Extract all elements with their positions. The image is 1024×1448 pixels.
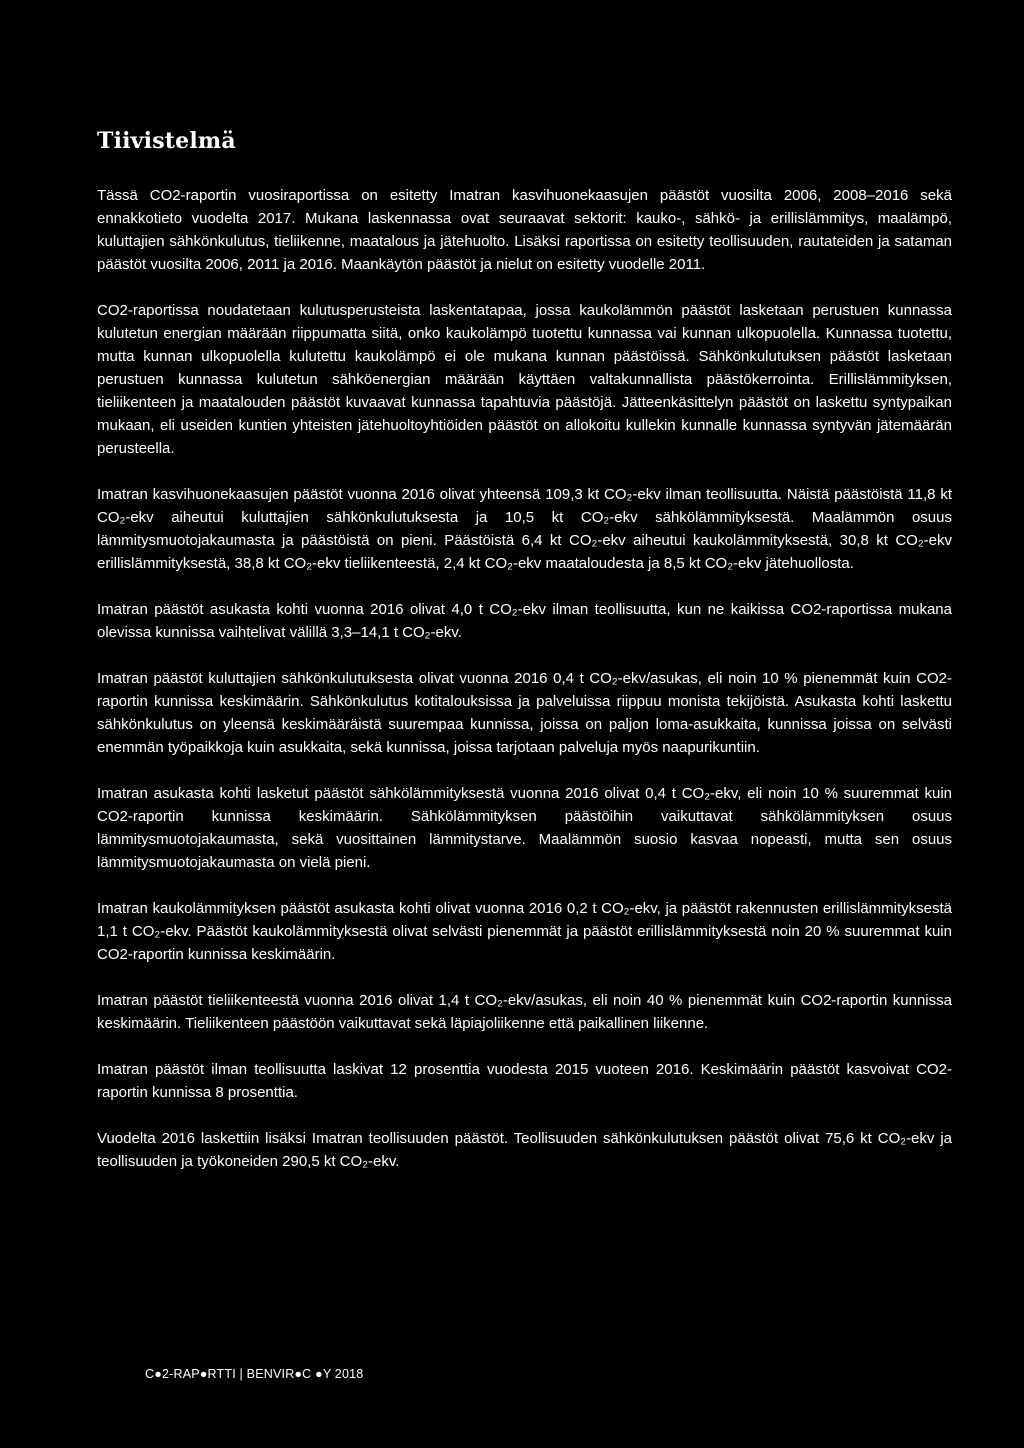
paragraph-trend: Imatran päästöt ilman teollisuutta laskivat 12 prosenttia vuodesta 2015 vuoteen 2016. Keskimäärin päästöt kasvoivat CO2-raportin kunnissa 8 prosenttia. bbox=[97, 1061, 952, 1101]
paragraph-per-capita: Imatran päästöt asukasta kohti vuonna 2016 olivat 4,0 t CO₂-ekv ilman teollisuutta, kun ne kaikissa CO2-raportissa mukana olevissa kunnissa vaihtelivat välillä 3,3–14,1 t CO₂-ekv. bbox=[97, 601, 952, 641]
paragraph-industry: Vuodelta 2016 laskettiin lisäksi Imatran teollisuuden päästöt. Teollisuuden sähkönkulutuksen päästöt olivat 75,6 kt CO₂-ekv ja teollisuuden ja työkoneiden 290,5 kt CO₂-ekv. bbox=[97, 1130, 952, 1170]
paragraph-electricity: Imatran päästöt kuluttajien sähkönkulutuksesta olivat vuonna 2016 0,4 t CO₂-ekv/asukas, eli noin 10 % pienemmät kuin CO2-raportin kunnissa keskimäärin. Sähkönkulutus kotitalouksissa ja palveluissa riippuu monista tekijöistä. Asukasta kohti laskettu sähkönkulutus on yleensä keskimääräistä suurempaa kunnissa, joissa on paljon loma-asukkaita, kunnissa joissa on selvästi enemmän työpaikkoja kuin asukkaita, sekä kunnissa, joissa tarjotaan palveluja myös naapurikuntiin. bbox=[97, 670, 952, 756]
page-title: Tiivistelmä bbox=[97, 128, 236, 154]
paragraph-intro: Tässä CO2-raportin vuosiraportissa on esitetty Imatran kasvihuonekaasujen päästöt vuosilta 2006, 2008–2016 sekä ennakkotieto vuodelta 2017. Mukana laskennassa ovat seuraavat sektorit: kauko-, sähkö- ja erillislämmitys, maalämpö, kuluttajien sähkönkulutus, tieliikenne, maatalous ja jätehuolto. Lisäksi raportissa on esitetty teollisuuden, rautateiden ja sataman päästöt vuosilta 2006, 2011 ja 2016. Maankäytön päästöt ja nielut on esitetty vuodelle 2011. bbox=[97, 187, 952, 273]
summary-body bbox=[97, 184, 952, 1196]
paragraph-method: CO2-raportissa noudatetaan kulutusperusteista laskentatapaa, jossa kaukolämmön päästöt lasketaan perustuen kunnassa kulutetun energian määrään riippumatta siitä, onko kaukolämpö tuotettu kunnassa vai kunnan ulkopuolella. Kunnassa tuotettu, mutta kunnan ulkopuolella kulutettu kaukolämpö ei ole mukana kunnan päästöissä. Sähkönkulutuksen päästöt lasketaan perustuen kunnassa kulutetun sähköenergian määrään käyttäen valtakunnallista päästökerrointa. Erillislämmityksen, tieliikenteen ja maatalouden päästöt kuvaavat kunnassa tapahtuvia päästöjä. Jätteenkäsittelyn päästöt on laskettu syntypaikan mukaan, eli useiden kuntien yhteisten jätehuoltoyhtiöiden päästöt on allokoitu kullekin kunnalle kunnassa syntyvän jätemäärän perusteella. bbox=[97, 302, 952, 457]
paragraph-district-heating: Imatran kaukolämmityksen päästöt asukasta kohti olivat vuonna 2016 0,2 t CO₂-ekv, ja päästöt rakennusten erillislämmityksestä 1,1 t CO₂-ekv. Päästöt kaukolämmityksestä olivat selvästi pienemmät ja päästöt erillislämmityksestä noin 20 % suuremmat kuin CO2-raportin kunnissa keskimäärin. bbox=[97, 900, 952, 963]
paragraph-electric-heating: Imatran asukasta kohti lasketut päästöt sähkölämmityksestä vuonna 2016 olivat 0,4 t CO₂-ekv, eli noin 10 % suuremmat kuin CO2-raportin kunnissa keskimäärin. Sähkölämmityksen päästöihin vaikuttavat sähkölämmityksen osuus lämmitysmuotojakaumasta, sekä vuosittainen lämmitystarve. Maalämmön suosio kasvaa nopeasti, mutta sen osuus lämmitysmuotojakaumasta on vielä pieni. bbox=[97, 785, 952, 871]
page-footer: C●2-RAP●RTTI | BENVIR●C ●Y 2018 bbox=[145, 1367, 364, 1381]
paragraph-road-traffic: Imatran päästöt tieliikenteestä vuonna 2016 olivat 1,4 t CO₂-ekv/asukas, eli noin 40 % pienemmät kuin CO2-raportin kunnissa keskimäärin. Tieliikenteen päästöön vaikuttavat sekä läpiajoliikenne että paikallinen liikenne. bbox=[97, 992, 952, 1032]
paragraph-total-emissions: Imatran kasvihuonekaasujen päästöt vuonna 2016 olivat yhteensä 109,3 kt CO₂-ekv ilman teollisuutta. Näistä päästöistä 11,8 kt CO₂-ekv aiheutui kuluttajien sähkönkulutuksesta ja 10,5 kt CO₂-ekv sähkölämmityksestä. Maalämmön osuus lämmitysmuotojakaumasta ja päästöistä on pieni. Päästöistä 6,4 kt CO₂-ekv aiheutui kaukolämmityksestä, 30,8 kt CO₂-ekv erillislämmityksestä, 38,8 kt CO₂-ekv tieliikenteestä, 2,4 kt CO₂-ekv maataloudesta ja 8,5 kt CO₂-ekv jätehuollosta. bbox=[97, 486, 952, 572]
